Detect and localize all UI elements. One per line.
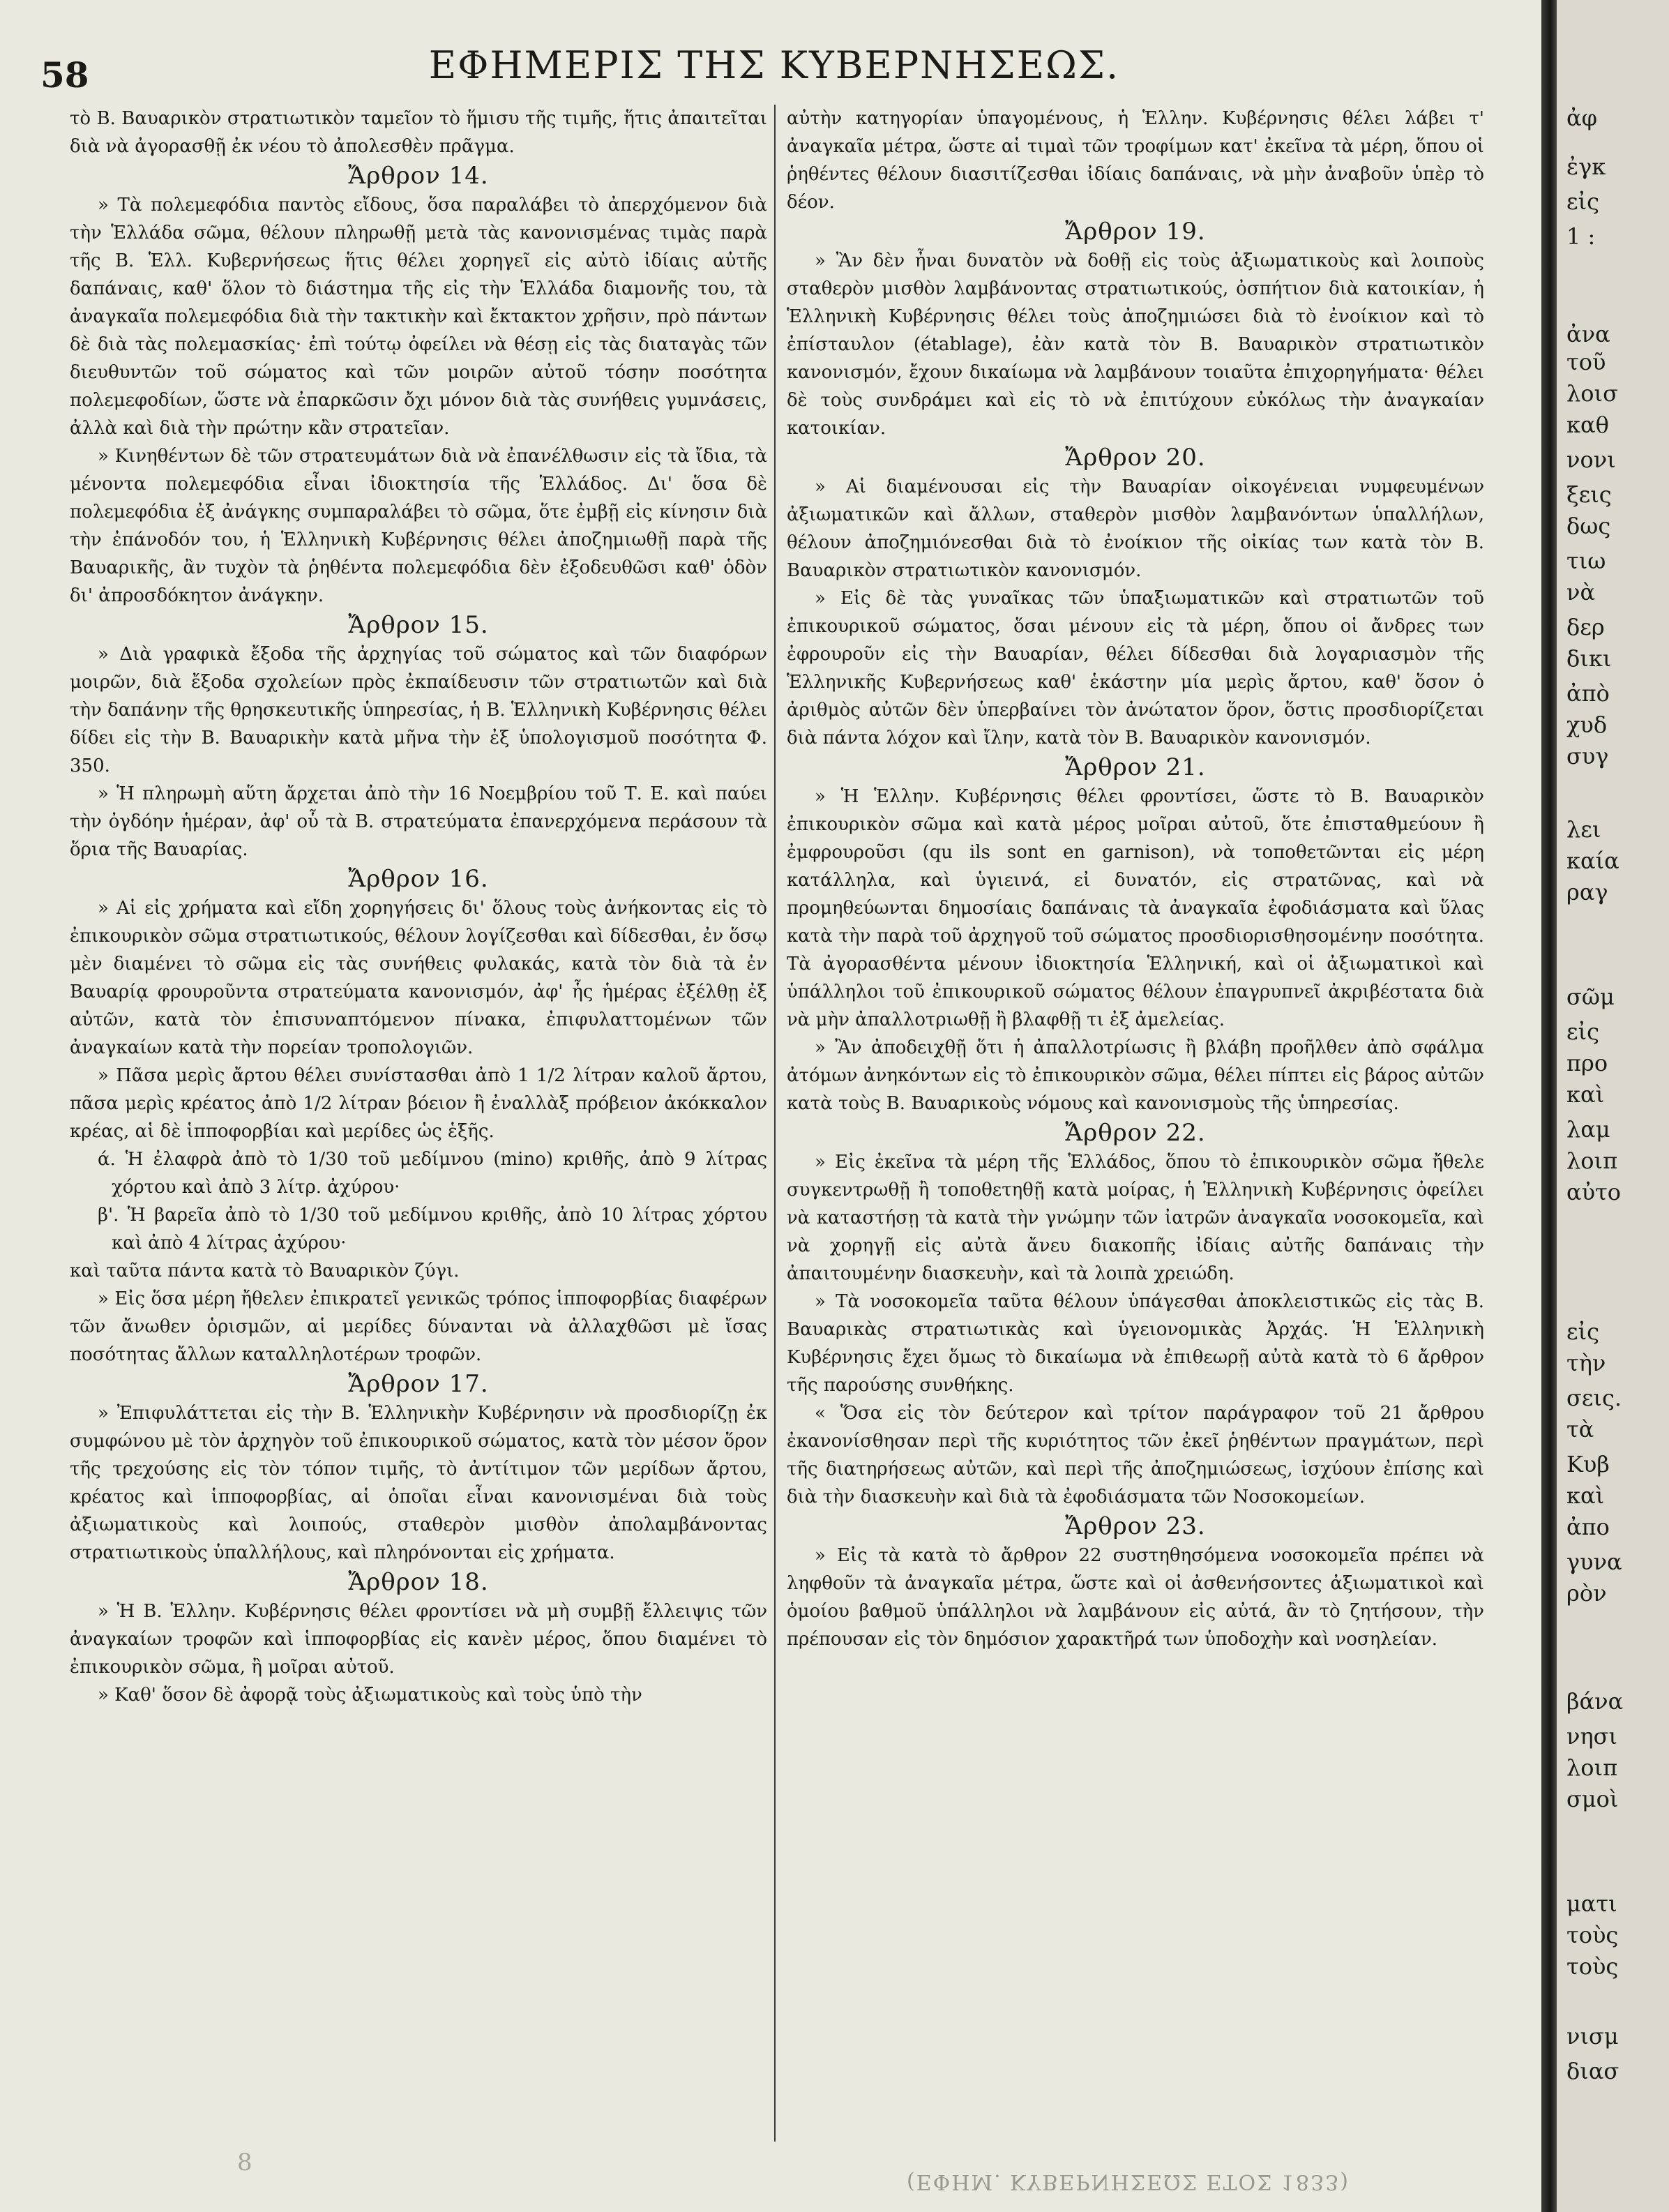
adjacent-page-fragment: βάνα — [1566, 1688, 1624, 1715]
article-heading: Ἄρθρον 19. — [1065, 218, 1206, 246]
adjacent-page-fragment: διασ — [1566, 2058, 1619, 2084]
left-column — [70, 105, 767, 1709]
adjacent-page-fragment: εἰς — [1566, 188, 1600, 215]
adjacent-page-fragment: γυνα — [1566, 1549, 1622, 1575]
bleed-through-number: 8 — [237, 2149, 252, 2176]
adjacent-page-fragment: εἰς — [1566, 1318, 1600, 1345]
adjacent-page-fragment: εἰς — [1566, 1018, 1600, 1045]
paragraph: » Πᾶσα μερὶς ἄρτου θέλει συνίστασθαι ἀπὸ 1 1/2 λίτραν καλοῦ ἄρτου, πᾶσα μερὶς κρέατος ἀπὸ 1/2 λίτραν βόειον ἢ ἐναλλὰξ πρόβειον ἀκόκκαλον κρέας, αἱ δὲ ἱπποφορβίαι καὶ μερίδες ὡς ἑξῆς. — [70, 1065, 767, 1142]
right-column — [787, 105, 1484, 1653]
adjacent-page-fragment: ἀπὸ — [1566, 680, 1610, 707]
article-heading: Ἄρθρον 21. — [1065, 753, 1206, 781]
adjacent-page-fragment: λοιπ — [1566, 1148, 1618, 1174]
paragraph: » Τὰ πολεμεφόδια παντὸς εἴδους, ὅσα παραλάβει τὸ ἀπερχόμενον διὰ τὴν Ἑλλάδα σῶμα, θέλουν πληρωθῇ μετὰ τὰς κανονισμένας τιμὰς παρὰ τῆς Β. Ἑλλ. Κυβερνήσεως ἥτις θέλει χορηγεῖ εἰς αὐτὸ ἰδίαις αὐτῆς δαπάναις, καθ' ὅλον τὸ διάστημα τῆς εἰς τὴν Ἑλλάδα διαμονῆς του, τὰ ἀναγκαῖα πολεμεφόδια διὰ τὴν τακτικὴν καὶ ἔκτακτον χρῆσιν, πρὸ πάντων δὲ διὰ τὰς πολεμασκίας· ἐπὶ τούτῳ ὀφείλει νὰ θέσῃ εἰς τὰς διαταγὰς τῶν διευθυντῶν τοῦ σώματος καὶ τῶν μοιρῶν αὐτοῦ τόσην ποσότητα πολεμεφοδίων, ὥστε νὰ ἐπαρκῶσιν ὄχι μόνον διὰ τὰς συνήθεις γυμνάσεις, ἀλλὰ καὶ διὰ τὴν πρώτην κἂν στρατεῖαν. — [70, 195, 767, 439]
paragraph: « Ὅσα εἰς τὸν δεύτερον καὶ τρίτον παράγραφον τοῦ 21 ἄρθρου ἐκανονίσθησαν περὶ τῆς κυριότητος τῶν ἐκεῖ ῥηθέντων πραγμάτων, περὶ τῆς διατηρήσεως αὐτῶν, καὶ περὶ τῆς ἀποζημιώσεως, ἰσχύουν ἐπίσης καὶ διὰ τὴν διασκευὴν καὶ διὰ τὰ ἐφοδιάσματα τῶν Νοσοκομείων. — [787, 1403, 1484, 1507]
paragraph: » Καθ' ὅσον δὲ ἀφορᾷ τοὺς ἀξιωματικοὺς καὶ τοὺς ὑπὸ τὴν — [98, 1685, 642, 1706]
adjacent-page-fragment: τὴν — [1566, 1350, 1606, 1376]
paragraph: » Ἡ Ἑλλην. Κυβέρνησις θέλει φροντίσει, ὥστε τὸ Β. Βαυαρικὸν ἐπικουρικὸν σῶμα καὶ κατὰ μέρος μοῖραι αὐτοῦ, ὅτε ἐπισταθμεύουν ἢ ἐμφρουροῦσι (qu ils sont en garnison), νὰ τοποθετῶνται εἰς μέρη κατάλληλα, καὶ ὑγιεινά, εἰ δυνατόν, εἰς στρατῶνας, καὶ νὰ προμηθεύωνται δημοσίαις δαπάναις τὰ ἀναγκαῖα ἐφοδιάσματα καὶ ὕλας κατὰ τὴν παρὰ τοῦ ἀρχηγοῦ τοῦ σώματος προσδιορισθησομένην ποσότητα. Τὰ ἀγορασθέντα μένουν ἰδιοκτησία Ἑλληνική, καὶ οἱ ἀξιωματικοὶ καὶ ὑπάλληλοι τοῦ ἐπικουρικοῦ σώματος θέλουν ἐπαγρυπνεῖ ἀκριβέστατα διὰ νὰ μὴν ἀπαλλοτριωθῇ ἢ βλαφθῇ τι ἐξ ἀμελείας. — [787, 786, 1484, 1030]
adjacent-page-fragment: ἀπο — [1566, 1514, 1610, 1540]
adjacent-page-fragment: ρὸν — [1566, 1580, 1607, 1607]
paragraph: τὸ Β. Βαυαρικὸν στρατιωτικὸν ταμεῖον τὸ ἥμισυ τῆς τιμῆς, ἥτις ἀπαιτεῖται διὰ νὰ ἀγορασθῇ ἐκ νέου τὸ ἀπολεσθὲν πρᾶγμα. — [70, 108, 767, 157]
adjacent-page-fragment: νὰ — [1566, 579, 1596, 605]
adjacent-page-fragment: ραγ — [1566, 879, 1608, 905]
bleed-through-footer: (ΕΦΗΜ. ΚΥΒΕΡΝΗΣΕΩΣ ΕΤΟΣ 1833) — [907, 2169, 1350, 2194]
article-heading: Ἄρθρον 20. — [1065, 444, 1206, 472]
adjacent-page-fragment: ἐγκ — [1566, 153, 1606, 180]
ration-item: ά. Ἡ ἐλαφρὰ ἀπὸ τὸ 1/30 τοῦ μεδίμνου (mino) κριθῆς, ἀπὸ 9 λίτρας χόρτου καὶ ἀπὸ 3 λίτρ. ἀχύρου· — [98, 1149, 767, 1198]
adjacent-page-fragment: λοιπ — [1566, 1754, 1618, 1781]
paragraph: καὶ ταῦτα πάντα κατὰ τὸ Βαυαρικὸν ζύγι. — [70, 1261, 460, 1281]
adjacent-page-fragment: συγ — [1566, 743, 1609, 769]
article-heading: Ἄρθρον 15. — [348, 611, 489, 639]
paragraph: » Αἱ διαμένουσαι εἰς τὴν Βαυαρίαν οἰκογένειαι νυμφευμένων ἀξιωματικῶν καὶ ἄλλων, σταθερὸν μισθὸν λαμβανόντων ὑπαλλήλων, θέλουν ἀποζημιόνεσθαι διὰ τὸ ἐνοίκιον τῆς οἰκίας των κατὰ τὸν Β. Βαυαρικὸν στρατιωτικὸν κανονισμόν. — [787, 476, 1484, 581]
adjacent-page-fragment: νονι — [1566, 446, 1616, 473]
adjacent-page-fragment: τὰ — [1566, 1416, 1594, 1443]
paragraph: » Ἂν ἀποδειχθῇ ὅτι ἡ ἀπαλλοτρίωσις ἢ βλάβη προῆλθεν ἀπὸ σφάλμα ἀτόμων ἀνηκόντων εἰς τὸ ἐπικουρικὸν σῶμα, θέλει πίπτει εἰς βάρος αὐτῶν κατὰ τοὺς Β. Βαυαρικοὺς νόμους καὶ κανονισμοὺς τῆς ὑπηρεσίας. — [787, 1037, 1484, 1114]
adjacent-page-fragment: δικι — [1566, 645, 1612, 672]
adjacent-page-fragment: προ — [1566, 1050, 1608, 1076]
adjacent-page-fragment: σμοὶ — [1566, 1786, 1619, 1812]
adjacent-page-fragment: καὶ — [1566, 1081, 1605, 1108]
adjacent-page-fragment: καθ — [1566, 412, 1609, 438]
adjacent-page-fragment: 1 : — [1566, 223, 1596, 250]
paragraph: » Κινηθέντων δὲ τῶν στρατευμάτων διὰ νὰ ἐπανέλθωσιν εἰς τὰ ἴδια, τὰ μένοντα πολεμεφόδια εἶναι ἰδιοκτησία τῆς Ἑλλάδος. Δι' ὅσα δὲ πολεμεφόδια ἐξ ἀνάγκης συμπαραλάβει τὸ σῶμα, ὅτε ἐμβῇ εἰς κίνησιν διὰ τὴν ἐπάνοδόν του, ἡ Ἑλληνικὴ Κυβέρνησις θέλει ἀποζημιωθῇ παρὰ τῆς Βαυαρικῆς, ἂν τυχὸν τὰ ῥηθέντα πολεμεφόδια δὲν ἐξοδευθῶσι καθ' ὁδὸν δι' ἀπροσδόκητον ἀνάγκην. — [70, 446, 767, 606]
paragraph: » Ἂν δὲν ἦναι δυνατὸν νὰ δοθῇ εἰς τοὺς ἀξιωματικοὺς καὶ λοιποὺς σταθερὸν μισθὸν λαμβάνοντας στρατιωτικούς, ὀσπήτιον διὰ κατοικίαν, ἡ Ἑλληνικὴ Κυβέρνησις θέλει τοὺς ἀποζημιώσει διὰ τὸ ἐνοίκιον καὶ τὸ ἐπίσταυλον (établage), ἐὰν κατὰ τὸν Β. Βαυαρικὸν στρατιωτικὸν κανονισμόν, ἔχουν δικαίωμα νὰ λαμβάνουν τοιαῦτα ἐπιχορηγήματα· θέλει δὲ τοὺς συνδράμει καὶ εἰς τὸ νὰ ἐπιτύχουν εὐκόλως τὴν ἀναγκαίαν κατοικίαν. — [787, 250, 1484, 439]
adjacent-page-fragment: ἀφ — [1566, 105, 1598, 131]
paragraph: » Διὰ γραφικὰ ἔξοδα τῆς ἀρχηγίας τοῦ σώματος καὶ τῶν διαφόρων μοιρῶν, διὰ ἔξοδα σχολείων πρὸς ἐκπαίδευσιν τῶν στρατιωτῶν καὶ διὰ τὴν δαπάνην τῆς θρησκευτικῆς ὑπηρεσίας, ἡ Β. Ἑλληνικὴ Κυβέρνησις θέλει δίδει εἰς τὴν Β. Βαυαρικὴν κατὰ μῆνα τὴν ἐξ ὑπολογισμοῦ ποσότητα Φ. 350. — [70, 644, 767, 776]
article-heading: Ἄρθρον 18. — [348, 1568, 489, 1596]
adjacent-page-fragment: σῶμ — [1566, 984, 1615, 1010]
paragraph: » Ἡ πληρωμὴ αὕτη ἄρχεται ἀπὸ τὴν 16 Νοεμβρίου τοῦ Τ. Ε. καὶ παύει τὴν ὀγδόην ἡμέραν, ἀφ' οὗ τὰ Β. στρατεύματα ἐπανερχόμενα περάσουν τὰ ὅρια τῆς Βαυαρίας. — [70, 783, 767, 860]
article-heading: Ἄρθρον 23. — [1065, 1512, 1206, 1540]
adjacent-page-fragment: λοισ — [1566, 380, 1618, 407]
adjacent-page-edge — [1557, 0, 1669, 2212]
article-heading: Ἄρθρον 14. — [348, 162, 489, 190]
adjacent-page-fragment: τοὺς — [1566, 1953, 1619, 1980]
paragraph: αὐτὴν κατηγορίαν ὑπαγομένους, ἡ Ἑλλην. Κυβέρνησις θέλει λάβει τ' ἀναγκαῖα μέτρα, ὥστε αἱ τιμαὶ τῶν τροφίμων κατ' ἐκεῖνα τὰ μέρη, ὅπου οἱ ῥηθέντες θέλουν διασιτίζεσθαι ἰδίαις δαπάναις, νὰ μὴν ἀναβοῦν ὑπὲρ τὸ δέον. — [787, 108, 1484, 213]
article-heading: Ἄρθρον 22. — [1065, 1119, 1206, 1147]
ration-item: β'. Ἡ βαρεῖα ἀπὸ τὸ 1/30 τοῦ μεδίμνου κριθῆς, ἀπὸ 10 λίτρας χόρτου καὶ ἀπὸ 4 λίτρας ἀχύρου· — [98, 1205, 767, 1254]
paragraph: » Εἰς ὅσα μέρη ἤθελεν ἐπικρατεῖ γενικῶς τρόπος ἱπποφορβίας διαφέρων τῶν ἄνωθεν ὁρισμῶν, αἱ μερίδες δύνανται νὰ ἀλλαχθῶσι μὲ ἴσας ποσότητας ἄλλων καταλληλοτέρων τροφῶν. — [70, 1288, 767, 1365]
paragraph: » Τὰ νοσοκομεῖα ταῦτα θέλουν ὑπάγεσθαι ἀποκλειστικῶς εἰς τὰς Β. Βαυαρικὰς στρατιωτικὰς καὶ ὑγειονομικὰς Ἀρχάς. Ἡ Ἑλληνικὴ Κυβέρνησις ἔχει ὅμως τὸ δικαίωμα νὰ ἐπιθεωρῇ αὐτὰ κατὰ τὸ 6 ἄρθρον τῆς παρούσης συνθήκης. — [787, 1291, 1484, 1396]
adjacent-page-fragment: λει — [1566, 816, 1601, 843]
adjacent-page-fragment: λαμ — [1566, 1116, 1610, 1143]
page-title: ΕΦΗΜΕΡΙΣ ΤΗΣ ΚΥΒΕΡΝΗΣΕΩΣ. — [428, 43, 1120, 87]
adjacent-page-fragment: σεις. — [1566, 1385, 1622, 1411]
paragraph: » Εἰς ἐκεῖνα τὰ μέρη τῆς Ἑλλάδος, ὅπου τὸ ἐπικουρικὸν σῶμα ἤθελε συγκεντρωθῇ ἢ τοποθετηθῇ κατὰ μοίρας, ἡ Ἑλληνικὴ Κυβέρνησις ὀφείλει νὰ καταστήσῃ τὰ κατὰ τὴν γνώμην τῶν ἰατρῶν ἀναγκαῖα νοσοκομεῖα, καὶ νὰ χορηγῇ εἰς αὐτὰ ἄνευ διακοπῆς ἰδίαις αὐτῆς δαπάναις τὴν ἀπαιτουμένην διασκευὴν, καὶ τὰ λοιπὰ χρειώδη. — [787, 1152, 1484, 1284]
article-heading: Ἄρθρον 16. — [348, 865, 489, 893]
adjacent-page-fragment: αὐτο — [1566, 1179, 1622, 1205]
book-gutter — [1541, 0, 1557, 2212]
adjacent-page-fragment: τιω — [1566, 548, 1606, 574]
paragraph: » Ἐπιφυλάττεται εἰς τὴν Β. Ἑλληνικὴν Κυβέρνησιν νὰ προσδιορίζῃ ἐκ συμφώνου μὲ τὸν ἀρχηγὸν τοῦ ἐπικουρικοῦ σώματος, κατὰ τὸν μέσον ὅρον τῆς τρεχούσης εἰς τὸν τόπον τιμῆς, τὸ ἀντίτιμον τῶν μερίδων ἄρτου, κρέατος καὶ ἱπποφορβίας, αἱ ὁποῖαι εἶναι κανονισμέναι διὰ τοὺς ἀξιωματικοὺς καὶ λοιπούς, σταθερὸν μισθὸν ἀπολαμβάνοντας στρατιωτικοὺς ὑπαλλήλους, καὶ πληρόνονται εἰς χρήματα. — [70, 1403, 767, 1563]
adjacent-page-fragment: τοὺς — [1566, 1922, 1619, 1948]
page-number: 58 — [40, 54, 89, 96]
paragraph: » Εἰς τὰ κατὰ τὸ ἄρθρον 22 συστηθησόμενα νοσοκομεῖα πρέπει νὰ ληφθοῦν τὰ ἀναγκαῖα μέτρα, ὥστε καὶ οἱ ἀσθενήσοντες ἀξιωματικοὶ καὶ ὁμοίου βαθμοῦ ὑπάλληλοι νὰ λαμβάνουν εἰς αὐτά, ἂν τὸ ζητήσουν, τὴν πρέπουσαν εἰς τὸν δημόσιον χαρακτῆρά των ὑποδοχὴν καὶ νοσηλείαν. — [787, 1545, 1484, 1650]
adjacent-page-fragment: νησι — [1566, 1723, 1618, 1750]
adjacent-page-fragment: τοῦ — [1566, 349, 1606, 375]
paragraph: » Εἰς δὲ τὰς γυναῖκας τῶν ὑπαξιωματικῶν καὶ στρατιωτῶν τοῦ ἐπικουρικοῦ σώματος, ὅσαι μένουν εἰς τὰ μέρη, ὅπου οἱ ἄνδρες των ἐφρουροῦν εἰς τὴν Βαυαρίαν, θέλει δίδεσθαι διὰ λογαριασμὸν τῆς Ἑλληνικῆς Κυβερνήσεως καθ' ἑκάστην μία μερὶς ἄρτου, καθ' ὅσον ὁ ἀριθμὸς αὐτῶν δὲν ὑπερβαίνει τὸν ἀνώτατον ὅρον, ὅστις προσδιορίζεται διὰ πάντα λόχον καὶ ἴλην, κατὰ τὸν Β. Βαυαρικὸν κανονισμόν. — [787, 588, 1484, 748]
adjacent-page-fragment: δως — [1566, 513, 1611, 539]
adjacent-page-fragment: νισμ — [1566, 2023, 1619, 2049]
adjacent-page-fragment: δερ — [1566, 614, 1605, 640]
paragraph: » Αἱ εἰς χρήματα καὶ εἴδη χορηγήσεις δι' ὅλους τοὺς ἀνήκοντας εἰς τὸ ἐπικουρικὸν σῶμα στρατιωτικούς, θέλουν λογίζεσθαι καὶ δίδεσθαι, ἐν ὅσῳ μὲν διαμένει τὸ σῶμα εἰς τὰς συνήθεις φυλακάς, κατὰ τὸν διὰ τὰ ἐν Βαυαρίᾳ φρουροῦντα στρατεύματα κανονισμόν, ἀφ' ἧς ἡμέρας ἐξέλθῃ ἐξ αὐτῶν, κατὰ τὸν ἐπισυναπτόμενον πίνακα, ἐπιφυλαττομένων τῶν ἀναγκαίων κατὰ τὴν πορείαν τροπολογιῶν. — [70, 898, 767, 1058]
adjacent-page-fragment: καὶ — [1566, 1482, 1605, 1509]
adjacent-page-fragment: χυδ — [1566, 712, 1608, 738]
article-heading: Ἄρθρον 17. — [348, 1370, 489, 1398]
adjacent-page-fragment: ξεις — [1566, 481, 1612, 508]
adjacent-page-fragment: ματι — [1566, 1890, 1617, 1917]
adjacent-page-fragment: ἀνα — [1566, 321, 1610, 347]
column-divider — [774, 105, 776, 2142]
adjacent-page-fragment: Κυβ — [1566, 1451, 1610, 1477]
adjacent-page-fragment: καία — [1566, 848, 1619, 874]
paragraph: » Ἡ Β. Ἑλλην. Κυβέρνησις θέλει φροντίσει νὰ μὴ συμβῇ ἔλλειψις τῶν ἀναγκαίων τροφῶν καὶ ἱπποφορβίας εἰς κανὲν μέρος, ὅπου διαμένει τὸ ἐπικουρικὸν σῶμα, ἢ μοῖραι αὐτοῦ. — [70, 1601, 767, 1678]
